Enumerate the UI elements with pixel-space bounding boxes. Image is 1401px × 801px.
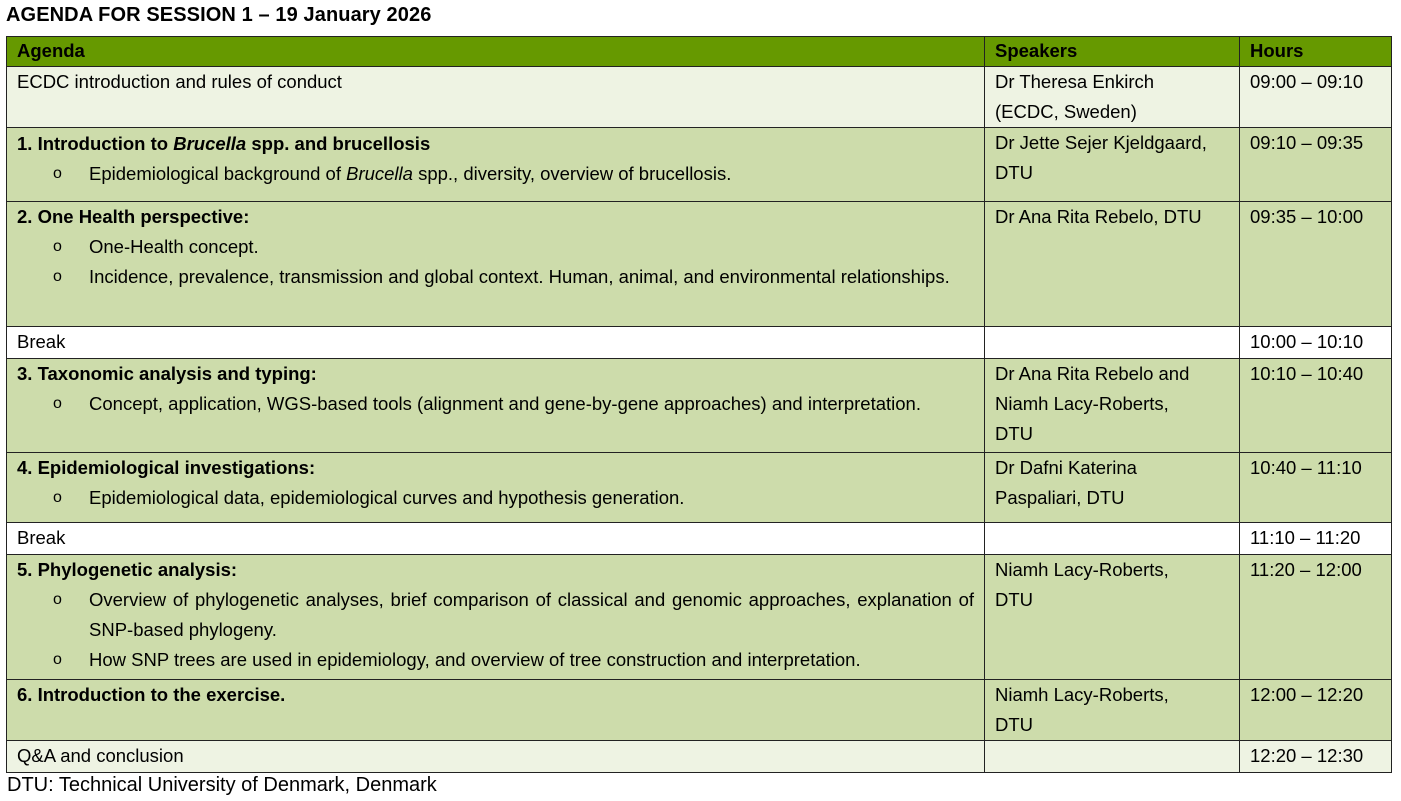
bullet-icon: o [53,238,62,255]
table-row [7,555,1392,680]
sub-item [17,585,974,645]
hours-cell: 10:10 – 10:40 [1240,359,1392,453]
speaker-cell [985,453,1240,523]
hours-cell: 10:00 – 10:10 [1240,327,1392,359]
section-heading: 2. One Health perspective: [17,206,250,227]
sub-text: Incidence, prevalence, transmission and global context. Human, animal, and environmental relationships. [89,266,950,287]
speaker-line: Dr Jette Sejer Kjeldgaard, [995,132,1207,153]
sub-item [17,645,974,675]
hours-cell: 11:10 – 11:20 [1240,523,1392,555]
table-row [7,128,1392,202]
speaker-cell [985,67,1240,128]
bullet-icon: o [53,395,62,412]
heading-part: 1. Introduction to [17,133,174,154]
section-heading: 3. Taxonomic analysis and typing: [17,363,317,384]
agenda-cell [7,202,985,327]
sub-text: One-Health concept. [89,236,259,257]
speaker-line: Dr Dafni Katerina [995,457,1137,478]
table-header-row [7,37,1392,67]
speaker-line: Paspaliari, DTU [995,487,1125,508]
agenda-cell [7,67,985,128]
heading-italic: Brucella [173,133,247,154]
sub-text: Overview of phylogenetic analyses, brief comparison of classical and genomic approaches, explanation of SNP-based phylogeny. [89,589,974,640]
speaker-cell [985,741,1240,773]
sub-item [17,483,974,513]
table-row [7,523,1392,555]
speaker-line: Niamh Lacy-Roberts, [995,684,1169,705]
hours-cell: 11:20 – 12:00 [1240,555,1392,680]
agenda-text: ECDC introduction and rules of conduct [17,71,342,92]
hours-cell: 09:35 – 10:00 [1240,202,1392,327]
agenda-cell [7,680,985,741]
hours-cell: 09:00 – 09:10 [1240,67,1392,128]
agenda-cell [7,128,985,202]
speaker-cell [985,202,1240,327]
speaker-cell [985,555,1240,680]
table-row [7,680,1392,741]
agenda-cell [7,555,985,680]
agenda-cell [7,453,985,523]
hours-cell: 12:00 – 12:20 [1240,680,1392,741]
speaker-cell [985,128,1240,202]
table-row [7,67,1392,128]
heading-part: spp. and brucellosis [246,133,431,154]
bullet-icon: o [53,165,62,182]
sub-item-list [17,585,974,675]
hours-cell: 10:40 – 11:10 [1240,453,1392,523]
table-row [7,453,1392,523]
speaker-line: (ECDC, Sweden) [995,101,1137,122]
speaker-line: Niamh Lacy-Roberts, [995,559,1169,580]
bullet-icon: o [53,268,62,285]
agenda-cell [7,359,985,453]
speaker-line: Dr Ana Rita Rebelo, DTU [995,206,1202,227]
section-heading: 5. Phylogenetic analysis: [17,559,238,580]
table-row [7,359,1392,453]
speaker-line: DTU [995,423,1034,444]
table-row [7,327,1392,359]
speaker-line: Dr Theresa Enkirch [995,71,1155,92]
speaker-line: DTU [995,714,1034,735]
section-heading: 4. Epidemiological investigations: [17,457,316,478]
speaker-line: Niamh Lacy-Roberts, [995,393,1169,414]
sub-item-list [17,232,974,292]
header-agenda: Agenda [7,37,985,67]
speaker-line: Dr Ana Rita Rebelo and [995,363,1190,384]
bullet-icon: o [53,651,62,668]
section-heading: 6. Introduction to the exercise. [17,684,286,705]
sub-part: spp., diversity, overview of brucellosis. [412,163,732,184]
table-row [7,202,1392,327]
sub-part: Epidemiological background of [89,163,347,184]
agenda-cell: Break [7,327,985,359]
sub-item [17,389,974,419]
page-title: AGENDA FOR SESSION 1 – 19 January 2026 [6,4,432,26]
hours-cell: 09:10 – 09:35 [1240,128,1392,202]
speaker-cell [985,680,1240,741]
agenda-cell: Break [7,523,985,555]
header-speakers: Speakers [985,37,1240,67]
sub-italic: Brucella [346,163,413,184]
sub-text: Concept, application, WGS-based tools (alignment and gene-by-gene approaches) and interpretation. [89,393,921,414]
bullet-icon: o [53,489,62,506]
sub-item [17,159,974,189]
sub-item-list [17,483,974,513]
sub-text: Epidemiological data, epidemiological curves and hypothesis generation. [89,487,685,508]
section-heading [17,128,974,159]
sub-item [17,262,974,292]
speaker-cell [985,327,1240,359]
table-row [7,741,1392,773]
hours-cell: 12:20 – 12:30 [1240,741,1392,773]
sub-item-list [17,389,974,419]
footnote: DTU: Technical University of Denmark, Denmark [7,774,437,796]
sub-text: How SNP trees are used in epidemiology, and overview of tree construction and interpretation. [89,649,861,670]
speaker-line: DTU [995,589,1034,610]
sub-item-list [17,159,974,189]
sub-item [17,232,974,262]
speaker-cell [985,359,1240,453]
speaker-cell [985,523,1240,555]
agenda-cell: Q&A and conclusion [7,741,985,773]
agenda-table [6,36,1392,773]
speaker-line: DTU [995,162,1034,183]
header-hours: Hours [1240,37,1392,67]
bullet-icon: o [53,591,62,608]
